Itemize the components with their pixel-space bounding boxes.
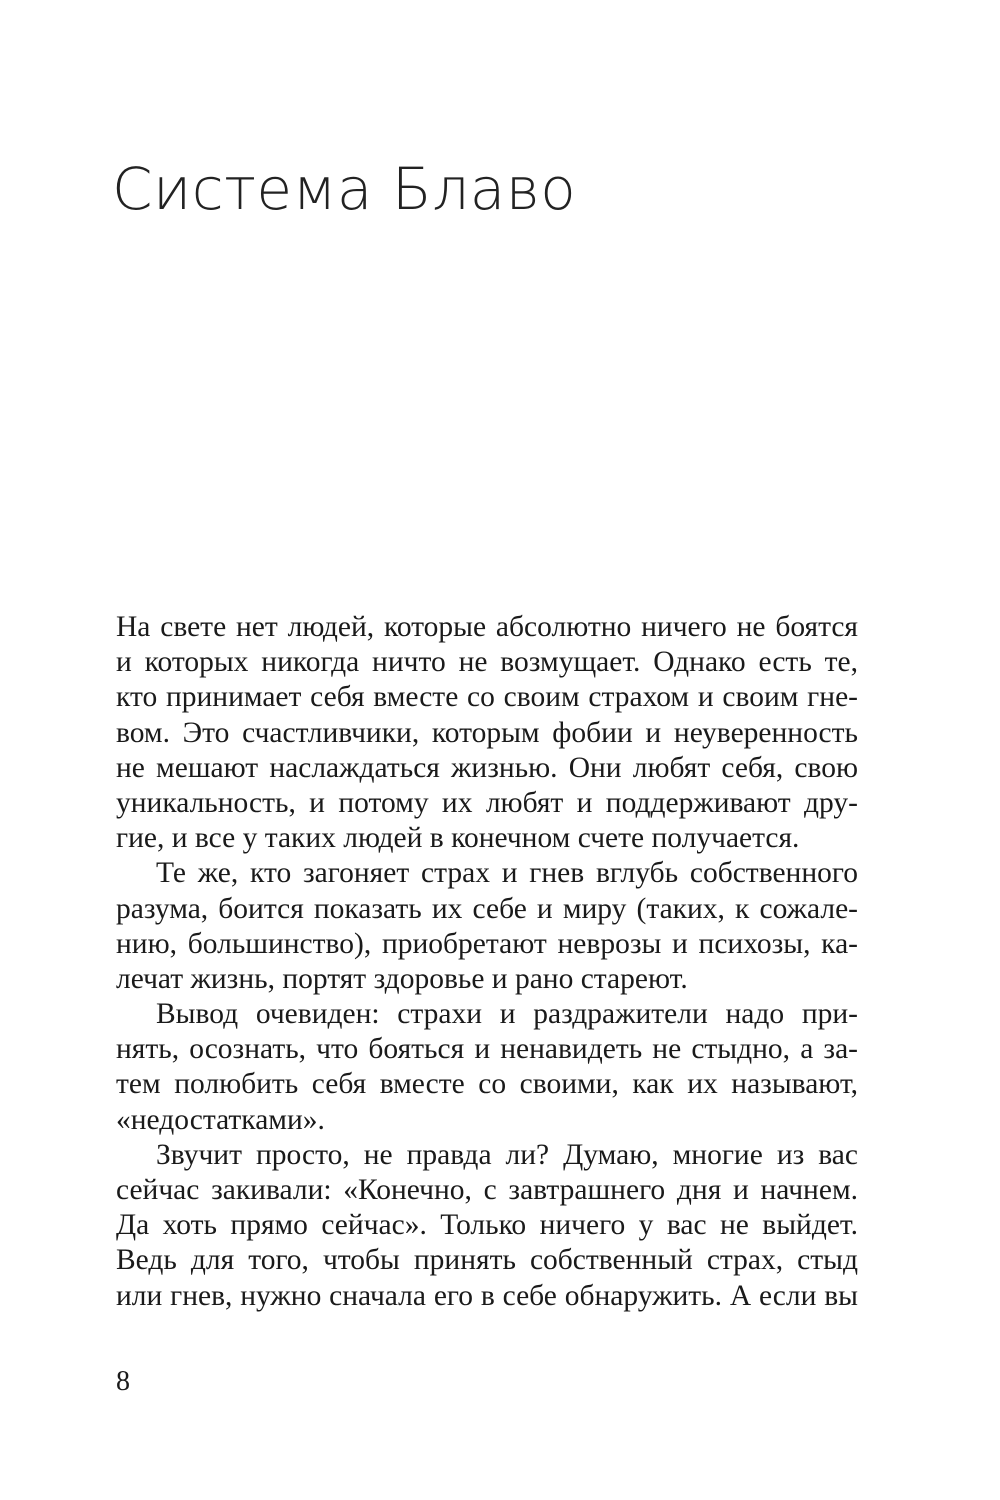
text-line: кто принимает себя вместе со своим страхом и своим гне- [116, 681, 858, 714]
text-line: вом. Это счастливчики, которым фобии и неуверенность [116, 716, 858, 749]
chapter-title: Система Блаво [112, 155, 577, 223]
text-line: нять, осознать, что бояться и ненавидеть не стыдно, а за- [116, 1033, 858, 1066]
text-line: сейчас закивали: «Конечно, с завтрашнего дня и начнем. [116, 1174, 858, 1206]
text-line: лечат жизнь, портят здоровье и рано стареют. [116, 962, 688, 995]
text-line: не мешают наслаждаться жизнью. Они любят себя, свою [116, 751, 858, 784]
text-line: На свете нет людей, которые абсолютно ничего не боятся [116, 611, 858, 643]
text-line: нию, большинство), приобретают неврозы и психозы, ка- [116, 927, 858, 960]
page-number: 8 [116, 1366, 130, 1397]
text-line: «недостатками». [116, 1103, 325, 1136]
text-line: разума, боится показать их себе и миру (таких, к сожале- [116, 892, 858, 925]
text-line: или гнев, нужно сначала его в себе обнаружить. А если вы [116, 1279, 858, 1312]
text-line: Звучит просто, не правда ли? Думаю, многие из вас [156, 1138, 858, 1171]
body-text [116, 610, 858, 1314]
text-line: Ведь для того, чтобы принять собственный страх, стыд [116, 1244, 858, 1277]
text-line: Вывод очевиден: страхи и раздражители надо при- [156, 998, 858, 1031]
text-line: и которых никогда ничто не возмущает. Однако есть те, [116, 646, 858, 679]
text-line: тем полюбить себя вместе со своими, как их называют, [116, 1068, 858, 1101]
text-line: Те же, кто загоняет страх и гнев вглубь собственного [156, 857, 858, 890]
text-line: гие, и все у таких людей в конечном счете получается. [116, 822, 800, 855]
text-line: Да хоть прямо сейчас». Только ничего у вас не выйдет. [116, 1209, 858, 1242]
text-line: уникальность, и потому их любят и поддерживают дру- [116, 786, 858, 819]
